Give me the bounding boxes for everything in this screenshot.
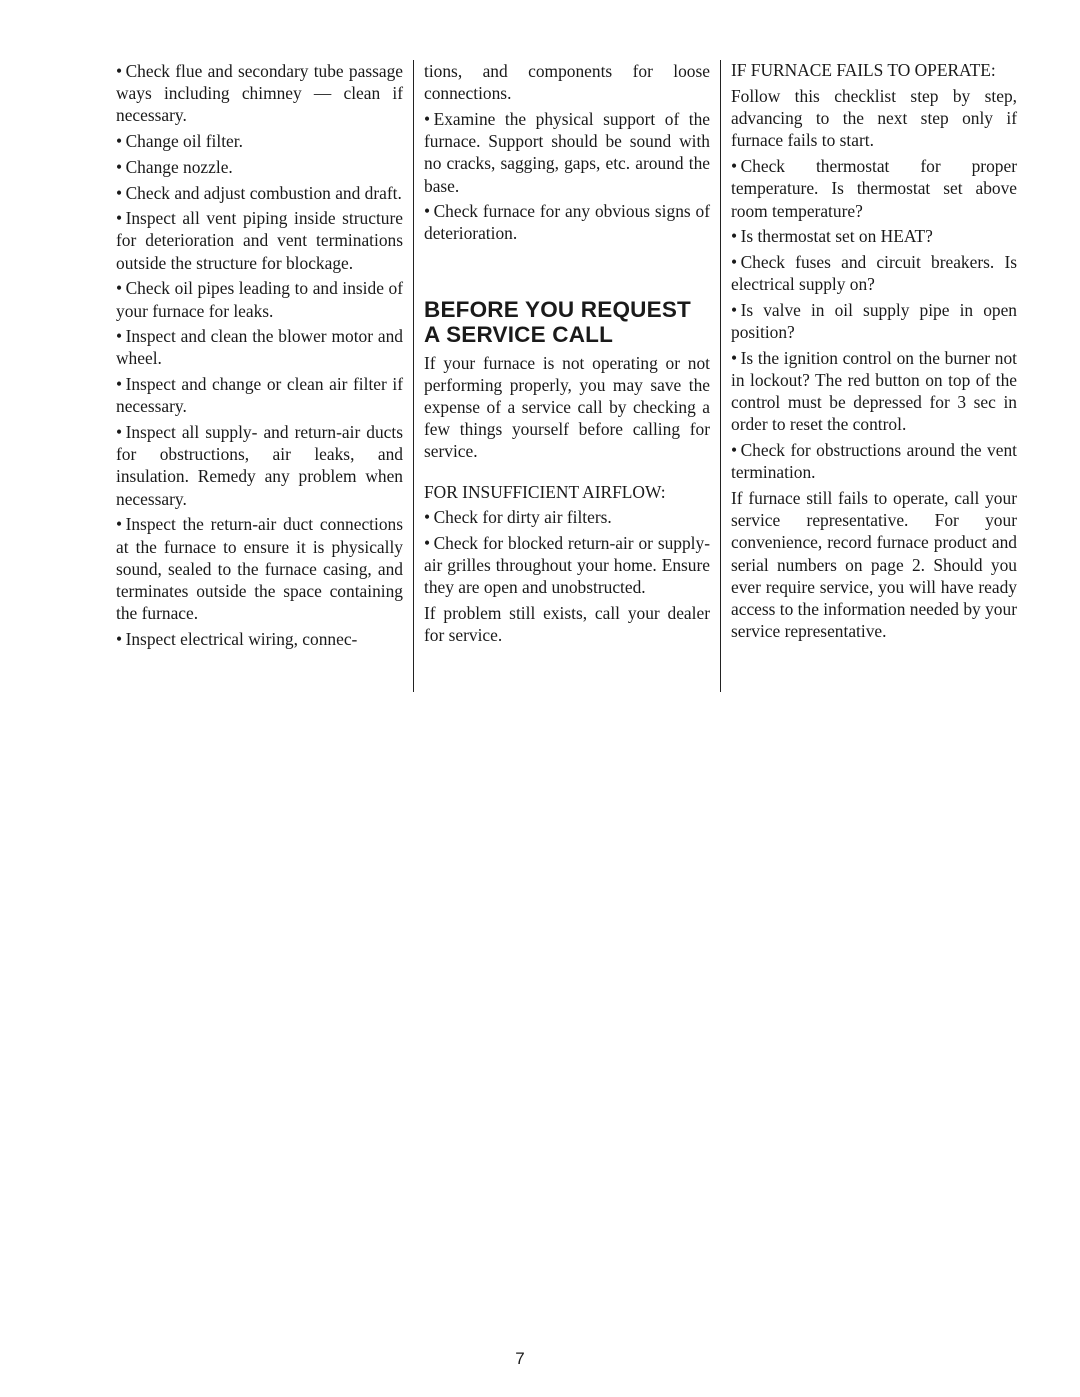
list-item: • Check oil pipes leading to and inside of your furnace for leaks. [116,278,403,321]
column-2 [424,60,710,650]
list-item: • Is thermostat set on HEAT? [731,226,933,247]
list-item: • Inspect all supply- and return-air ducts for obstructions, air leaks, and insulation. Remedy any problem when necessary. [116,422,403,509]
list-item: tions, and components for loose connections. [424,61,710,104]
list-item: • Check furnace for any obvious signs of deterioration. [424,201,710,244]
list-item: • Inspect and change or clean air filter if necessary. [116,374,403,417]
section-heading [424,297,710,347]
section-heading-line-1: BEFORE YOU REQUEST [424,296,691,322]
column-divider-2 [720,60,721,692]
fails-closing: If furnace still fails to operate, call your service representative. For your convenience, record furnace product and serial numbers on page 2. Should you ever require service, you will have ready access to the information needed by your service representative. [731,487,1017,642]
list-item: • Is valve in oil supply pipe in open position? [731,299,1017,343]
column-3 [731,60,1017,646]
column-1 [116,60,403,654]
airflow-heading: FOR INSUFFICIENT AIRFLOW: [424,481,666,502]
list-item: • Inspect electrical wiring, connec- [116,628,358,649]
section-intro: If your furnace is not operating or not performing properly, you may save the expense of a service call by checking a few things yourself before calling for service. [424,352,710,462]
list-item: • Check fuses and circuit breakers. Is electrical supply on? [731,251,1017,295]
fails-heading: IF FURNACE FAILS TO OPERATE: [731,60,996,80]
column-divider-1 [413,60,414,692]
fails-intro: Follow this checklist step by step, advancing to the next step only if furnace fails to start. [731,86,1017,151]
page-number: 7 [515,1349,525,1368]
list-item: • Check and adjust combustion and draft. [116,182,402,203]
list-item: • Inspect all vent piping inside structure for deterioration and vent terminations outside the structure for blockage. [116,208,403,273]
list-item: • Check for obstructions around the vent termination. [731,440,1017,483]
airflow-closing: If problem still exists, call your dealer for service. [424,602,710,645]
list-item: • Is the ignition control on the burner not in lockout? The red button on top of the control must be depressed for 3 sec in order to reset the control. [731,347,1017,435]
list-item: • Change nozzle. [116,156,233,177]
list-item: • Check for blocked return-air or supply-air grilles throughout your home. Ensure they are open and unobstructed. [424,532,710,597]
list-item: • Inspect the return-air duct connections at the furnace to ensure it is physically sound, sealed to the furnace casing, and terminates outside the space containing the furnace. [116,514,403,624]
section-heading-line-2: A SERVICE CALL [424,321,614,347]
list-item: • Examine the physical support of the furnace. Support should be sound with no cracks, sagging, gaps, etc. around the base. [424,108,710,196]
list-item: • Check for dirty air filters. [424,506,612,527]
list-item: • Check flue and secondary tube passage ways including chimney — clean if necessary. [116,61,403,126]
list-item: • Inspect and clean the blower motor and wheel. [116,326,403,369]
list-item: • Change oil filter. [116,131,243,152]
list-item: • Check thermostat for proper temperature. Is thermostat set above room temperature? [731,156,1017,221]
